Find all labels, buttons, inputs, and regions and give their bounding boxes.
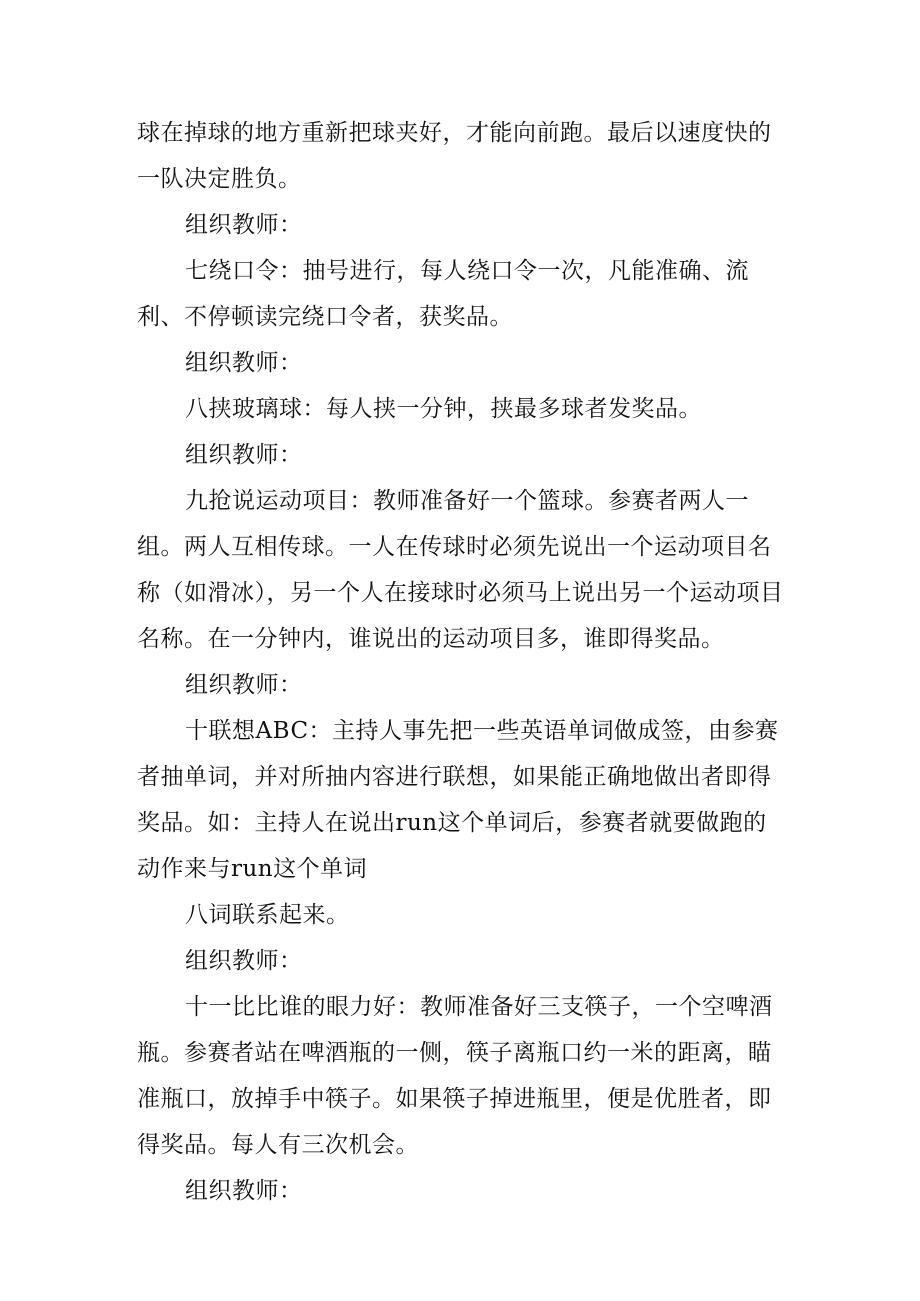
- paragraph-eyesight-game: 十一比比谁的眼力好：教师准备好三支筷子，一个空啤酒瓶。参赛者站在啤酒瓶的一侧，筷子离瓶口约一米的距离，瞄准瓶口，放掉手中筷子。如果筷子掉进瓶里，便是优胜者，即得奖品。每人有三次机会。: [137, 994, 773, 1158]
- organizer-label: 组织教师：: [185, 212, 303, 238]
- paragraph-word-link: 八词联系起来。: [185, 902, 350, 928]
- document-body: [137, 110, 787, 1214]
- organizer-label: 组织教师：: [185, 442, 303, 468]
- paragraph-abc-association: 十联想ABC：主持人事先把一些英语单词做成签，由参赛者抽单词，并对所抽内容进行联想，如果能正确地做出者即得奖品。如：主持人在说出run这个单词后，参赛者就要做跑的动作来与run这个单词: [137, 718, 779, 882]
- paragraph-sports-items: 九抢说运动项目：教师准备好一个篮球。参赛者两人一组。两人互相传球。一人在传球时必须先说出一个运动项目名称（如滑冰），另一个人在接球时必须马上说出另一个运动项目名称。在一分钟内，谁说出的运动项目多，谁即得奖品。: [137, 488, 784, 652]
- organizer-label: 组织教师：: [185, 948, 303, 974]
- organizer-label: 组织教师：: [185, 1178, 303, 1204]
- organizer-label: 组织教师：: [185, 672, 303, 698]
- organizer-label: 组织教师：: [185, 350, 303, 376]
- paragraph-marbles: 八挟玻璃球：每人挟一分钟，挟最多球者发奖品。: [185, 396, 702, 422]
- paragraph-continuation: 球在掉球的地方重新把球夹好，才能向前跑。最后以速度快的一队决定胜负。: [137, 120, 772, 192]
- paragraph-tongue-twister: 七绕口令：抽号进行，每人绕口令一次，凡能准确、流利、不停顿读完绕口令者，获奖品。: [137, 258, 749, 330]
